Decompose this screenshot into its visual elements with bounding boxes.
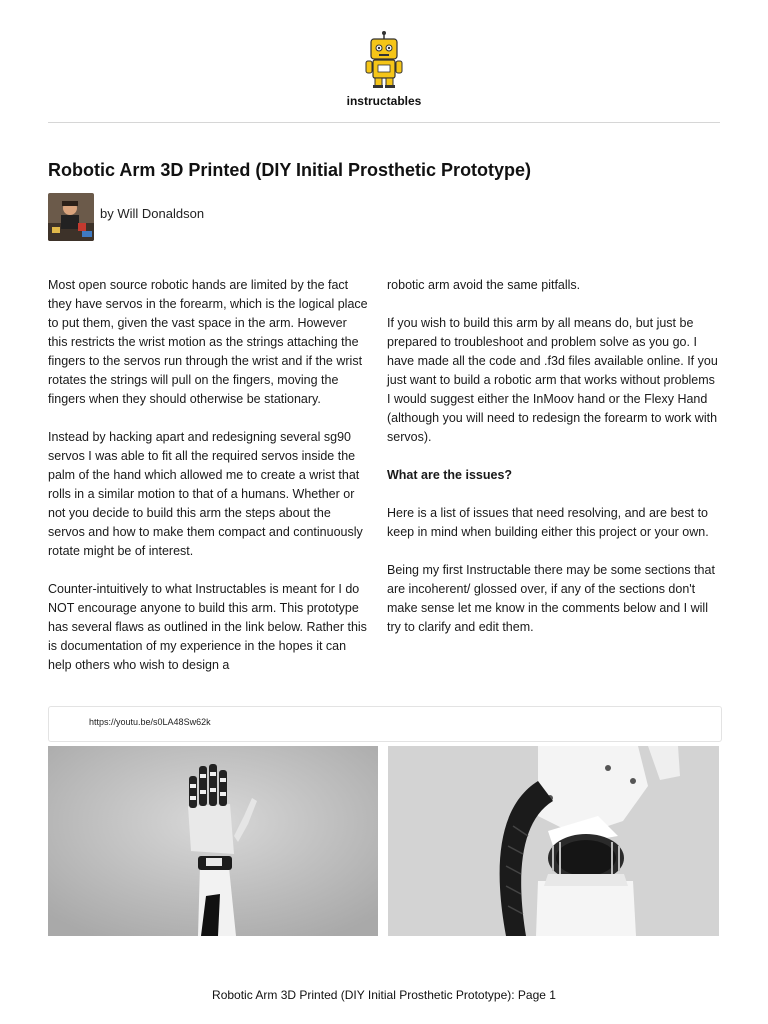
avatar-photo [48,193,94,241]
page-footer: Robotic Arm 3D Printed (DIY Initial Prosthetic Prototype): Page 1 [212,988,556,1002]
paragraph: Instead by hacking apart and redesigning several sg90 servos I was able to fit all the required servos inside the palm of the hand which allowed me to create a wrist that rolls in a similar motion to that of a humans. Whether or not you decide to build this arm the steps about the servos and how to make them compact and continuously rotate might be of interest. [48,430,363,558]
paragraph: robotic arm avoid the same pitfalls. [387,278,581,292]
robotic-hand-photo [48,746,378,936]
robot-mascot-icon [359,30,409,90]
author-avatar[interactable] [48,193,94,241]
paragraph: Being my first Instructable there may be some sections that are incoherent/ glossed over, if any of the sections don't make sense let me know in the comments below and I will try to clarify and edit them. [387,563,715,634]
paragraph: Counter-intuitively to what Instructables is meant for I do NOT encourage anyone to build this arm. This prototype has several flaws as outlined in the link below. Rather this is documentation of my experience in the hopes it can help others who wish to design a [48,582,367,672]
page-title: Robotic Arm 3D Printed (DIY Initial Prosthetic Prototype) [48,160,532,180]
paragraph: Most open source robotic hands are limited by the fact they have servos in the forearm, which is the logical place to put them, given the vast space in the arm. However this restricts the wrist motion as the strings attaching the fingers to the servos run through the wrist and if the wrist rotates the strings will pull on the fingers, moving the fingers when they should otherwise be stationary. [48,278,368,406]
paragraph: If you wish to build this arm by all means do, but just be prepared to troubleshoot and problem solve as you go. I have made all the code and .f3d files available online. If you just want to build a robotic arm that works without problems I would suggest either the InMoov hand or the Flexy Hand (although you will need to redesign the forearm to work with servos). [387,316,718,444]
author-row [48,193,204,241]
body-column-left [48,276,368,694]
instructables-logo[interactable] [0,30,768,95]
body-column-right [387,276,720,656]
paragraph: Here is a list of issues that need resolving, and are best to keep in mind when building either this project or your own. [387,506,709,539]
author-byline[interactable]: by Will Donaldson [100,206,205,221]
video-embed-box[interactable] [48,706,722,742]
section-heading: What are the issues? [387,468,513,482]
video-link[interactable]: https://youtu.be/s0LA48Sw62k [89,717,211,727]
robotic-wrist-photo [388,746,719,936]
brand-name: instructables [346,94,422,108]
header-divider [48,122,720,123]
